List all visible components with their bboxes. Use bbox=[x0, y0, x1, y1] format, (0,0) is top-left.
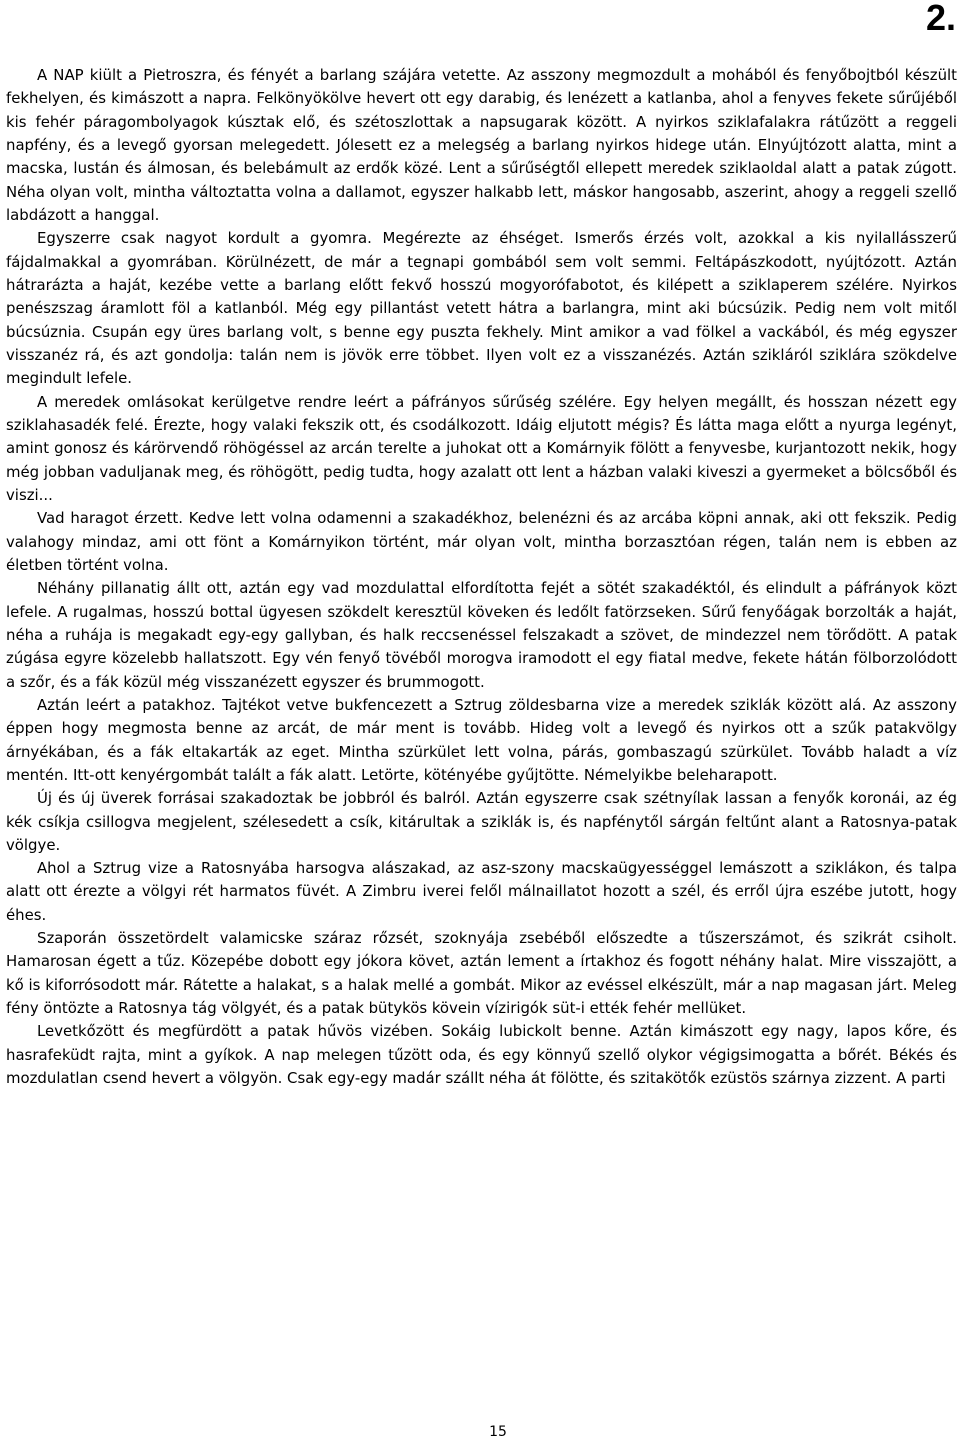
paragraph: Egyszerre csak nagyot kordult a gyomra. Megérezte az éhséget. Ismerős érzés volt, azokkal a kis nyilallásszerű fájdalmakkal a gyomrában. Körülnézett, de már a tegnapi gombából sem volt semmi. Feltápászkodott, nyújtózott. Aztán hátrarázta a haját, kezébe vette a barlang előtt fekvő hosszú mogyorófabotot, és kilépett a sziklaperem szélére. Nyirkos penészszag áramlott föl a katlanból. Még egy pillantást vetett hátra a barlangra, mint aki búcsúzik. Pedig nem volt mitől búcsúznia. Csupán egy üres barlang volt, s benne egy puszta fekhely. Mint amikor a vad fölkel a vackából, és még egyszer visszanéz rá, és azt gondolja: talán nem is jövök erre többet. Ilyen volt ez a visszanézés. Aztán szikláról sziklára szökdelve megindult lefele. bbox=[6, 229, 957, 388]
paragraph: A meredek omlásokat kerülgetve rendre leért a páfrányos sűrűség szélére. Egy helyen megállt, és hosszan nézett egy sziklahasadék felé. Érezte, hogy valaki fekszik ott, és csodálkozott. Idáig eljutott mégis? És látta maga előtt a nyurga legényt, amint gonosz és kárörvendő röhögéssel az arcán terelte a juhokat ott a Komárnyik fölött a fenyvesbe, kurjantozott nekik, hogy még jobban vaduljanak meg, és röhögött, pedig tudta, hogy azalatt ott lent a házban valaki kiveszi a gyermeket a bölcsőből és viszi... bbox=[6, 392, 957, 504]
paragraph: Vad haragot érzett. Kedve lett volna odamenni a szakadékhoz, belenézni és az arcába köpni annak, aki ott fekszik. Pedig valahogy mindaz, ami ott fönt a Komárnyikon történt, már olyan volt, mintha borzasztóan régen, talán nem is ebben az életben történt volna. bbox=[6, 509, 957, 574]
page-number: 15 bbox=[489, 1424, 507, 1440]
chapter-heading: 2. bbox=[925, 0, 956, 38]
body-text bbox=[6, 64, 957, 1090]
paragraph: Ahol a Sztrug vize a Ratosnyába harsogva alászakad, az asz-szony macskaügyességgel lemászott a sziklákon, és talpa alatt ott érezte a völgyi rét harmatos füvét. A Zimbru iverei felől málnaillatot hozott a szél, és erről újra eszébe jutott, hogy éhes. bbox=[6, 859, 957, 924]
paragraph: Új és új üverek forrásai szakadoztak be jobbról és balról. Aztán egyszerre csak szétnyílak lassan a fenyők koronái, az ég kék csíkja csillogva megjelent, szélesedett a csík, kitárultak a sziklák is, és napfénytől sárgán feltűnt alant a Ratosnya-patak völgye. bbox=[6, 789, 957, 854]
paragraph: A NAP kiült a Pietroszra, és fényét a barlang szájára vetette. Az asszony megmozdult a mohából és fenyőbojtból készült fekhelyen, és kimászott a napra. Felkönyökölve hevert ott egy darabig, és lenézett a katlanba, ahol a fenyves fekete sűrűjéből kis fehér páragombolyagok kúsztak elő, és szétoszlottak a napsugarak között. A nyirkos sziklafalakra rátűzött a reggeli napfény, és a levegő gyorsan melegedett. Jólesett ez a melegség a barlang nyirkos hidege után. Elnyújtózott alatta, mint a macska, lustán és álmosan, és belebámult az erdők közé. Lent a sűrűségtől ellepett meredek sziklaoldal alatt a patak zúgott. Néha olyan volt, mintha változtatta volna a dallamot, egyszer halkabb lett, máskor hangosabb, aszerint, ahogy a reggeli szellő labdázott a hanggal. bbox=[6, 66, 957, 224]
paragraph: Levetkőzött és megfürdött a patak hűvös vizében. Sokáig lubickolt benne. Aztán kimászott egy nagy, lapos kőre, és hasrafeküdt rajta, mint a gyíkok. A nap melegen tűzött oda, és egy könnyű szellő olykor végigsimogatta a bőrét. Békés és mozdulatlan csend hevert a völgyön. Csak egy-egy madár szállt néha át fölötte, és szitakötők ezüstös szárnya zizzent. A parti bbox=[6, 1022, 957, 1088]
paragraph: Aztán leért a patakhoz. Tajtékot vetve bukfencezett a Sztrug zöldesbarna vize a meredek sziklák között alá. Az asszony éppen hogy megmosta benne az arcát, de már ment is tovább. Hideg volt a levegő és nyirkos ott a szűk patakvölgy árnyékában, és a fák eltakarták az eget. Mintha szürkület lett volna, párás, gombaszagú szürkület. Tovább haladt a víz mentén. Itt-ott kenyérgombát talált a fák alatt. Letörte, kötényébe gyűjtötte. Némelyikbe beleharapott. bbox=[6, 695, 957, 784]
paragraph: Szaporán összetördelt valamicske száraz rőzsét, szoknyája zsebéből előszedte a tűszerszámot, és szikrát csiholt. Hamarosan égett a tűz. Közepébe dobott egy jókora követ, aztán lement a írtakhoz és fogott néhány halat. Mire visszajött, a kő is kiforrósodott már. Rátette a halakat, s a halak mellé a gombát. Mikor az evéssel elkészült, már a nap magasan járt. Meleg fény öntözte a Ratosnya tág völgyét, és a patak bütykös kövein vízirigók süt-i ették fehér mellüket. bbox=[6, 929, 957, 1018]
paragraph: Néhány pillanatig állt ott, aztán egy vad mozdulattal elfordította fejét a sötét szakadéktól, és elindult a páfrányok közt lefele. A rugalmas, hosszú bottal ügyesen szökdelt keresztül köveken és ledőlt fatörzseken. Sűrű fenyőágak borzolták a haját, néha a ruhája is megakadt egy-egy gallyban, és halk reccsenéssel felszakadt a szövet, de mindezzel nem törődött. A patak zúgása egyre közelebb hallatszott. Egy vén fenyő tövéből morogva iramodott el egy fiatal medve, fekete hátán fölborzolódott a szőr, és a fák közül még visszanézett egyszer és brummogott. bbox=[6, 579, 957, 691]
